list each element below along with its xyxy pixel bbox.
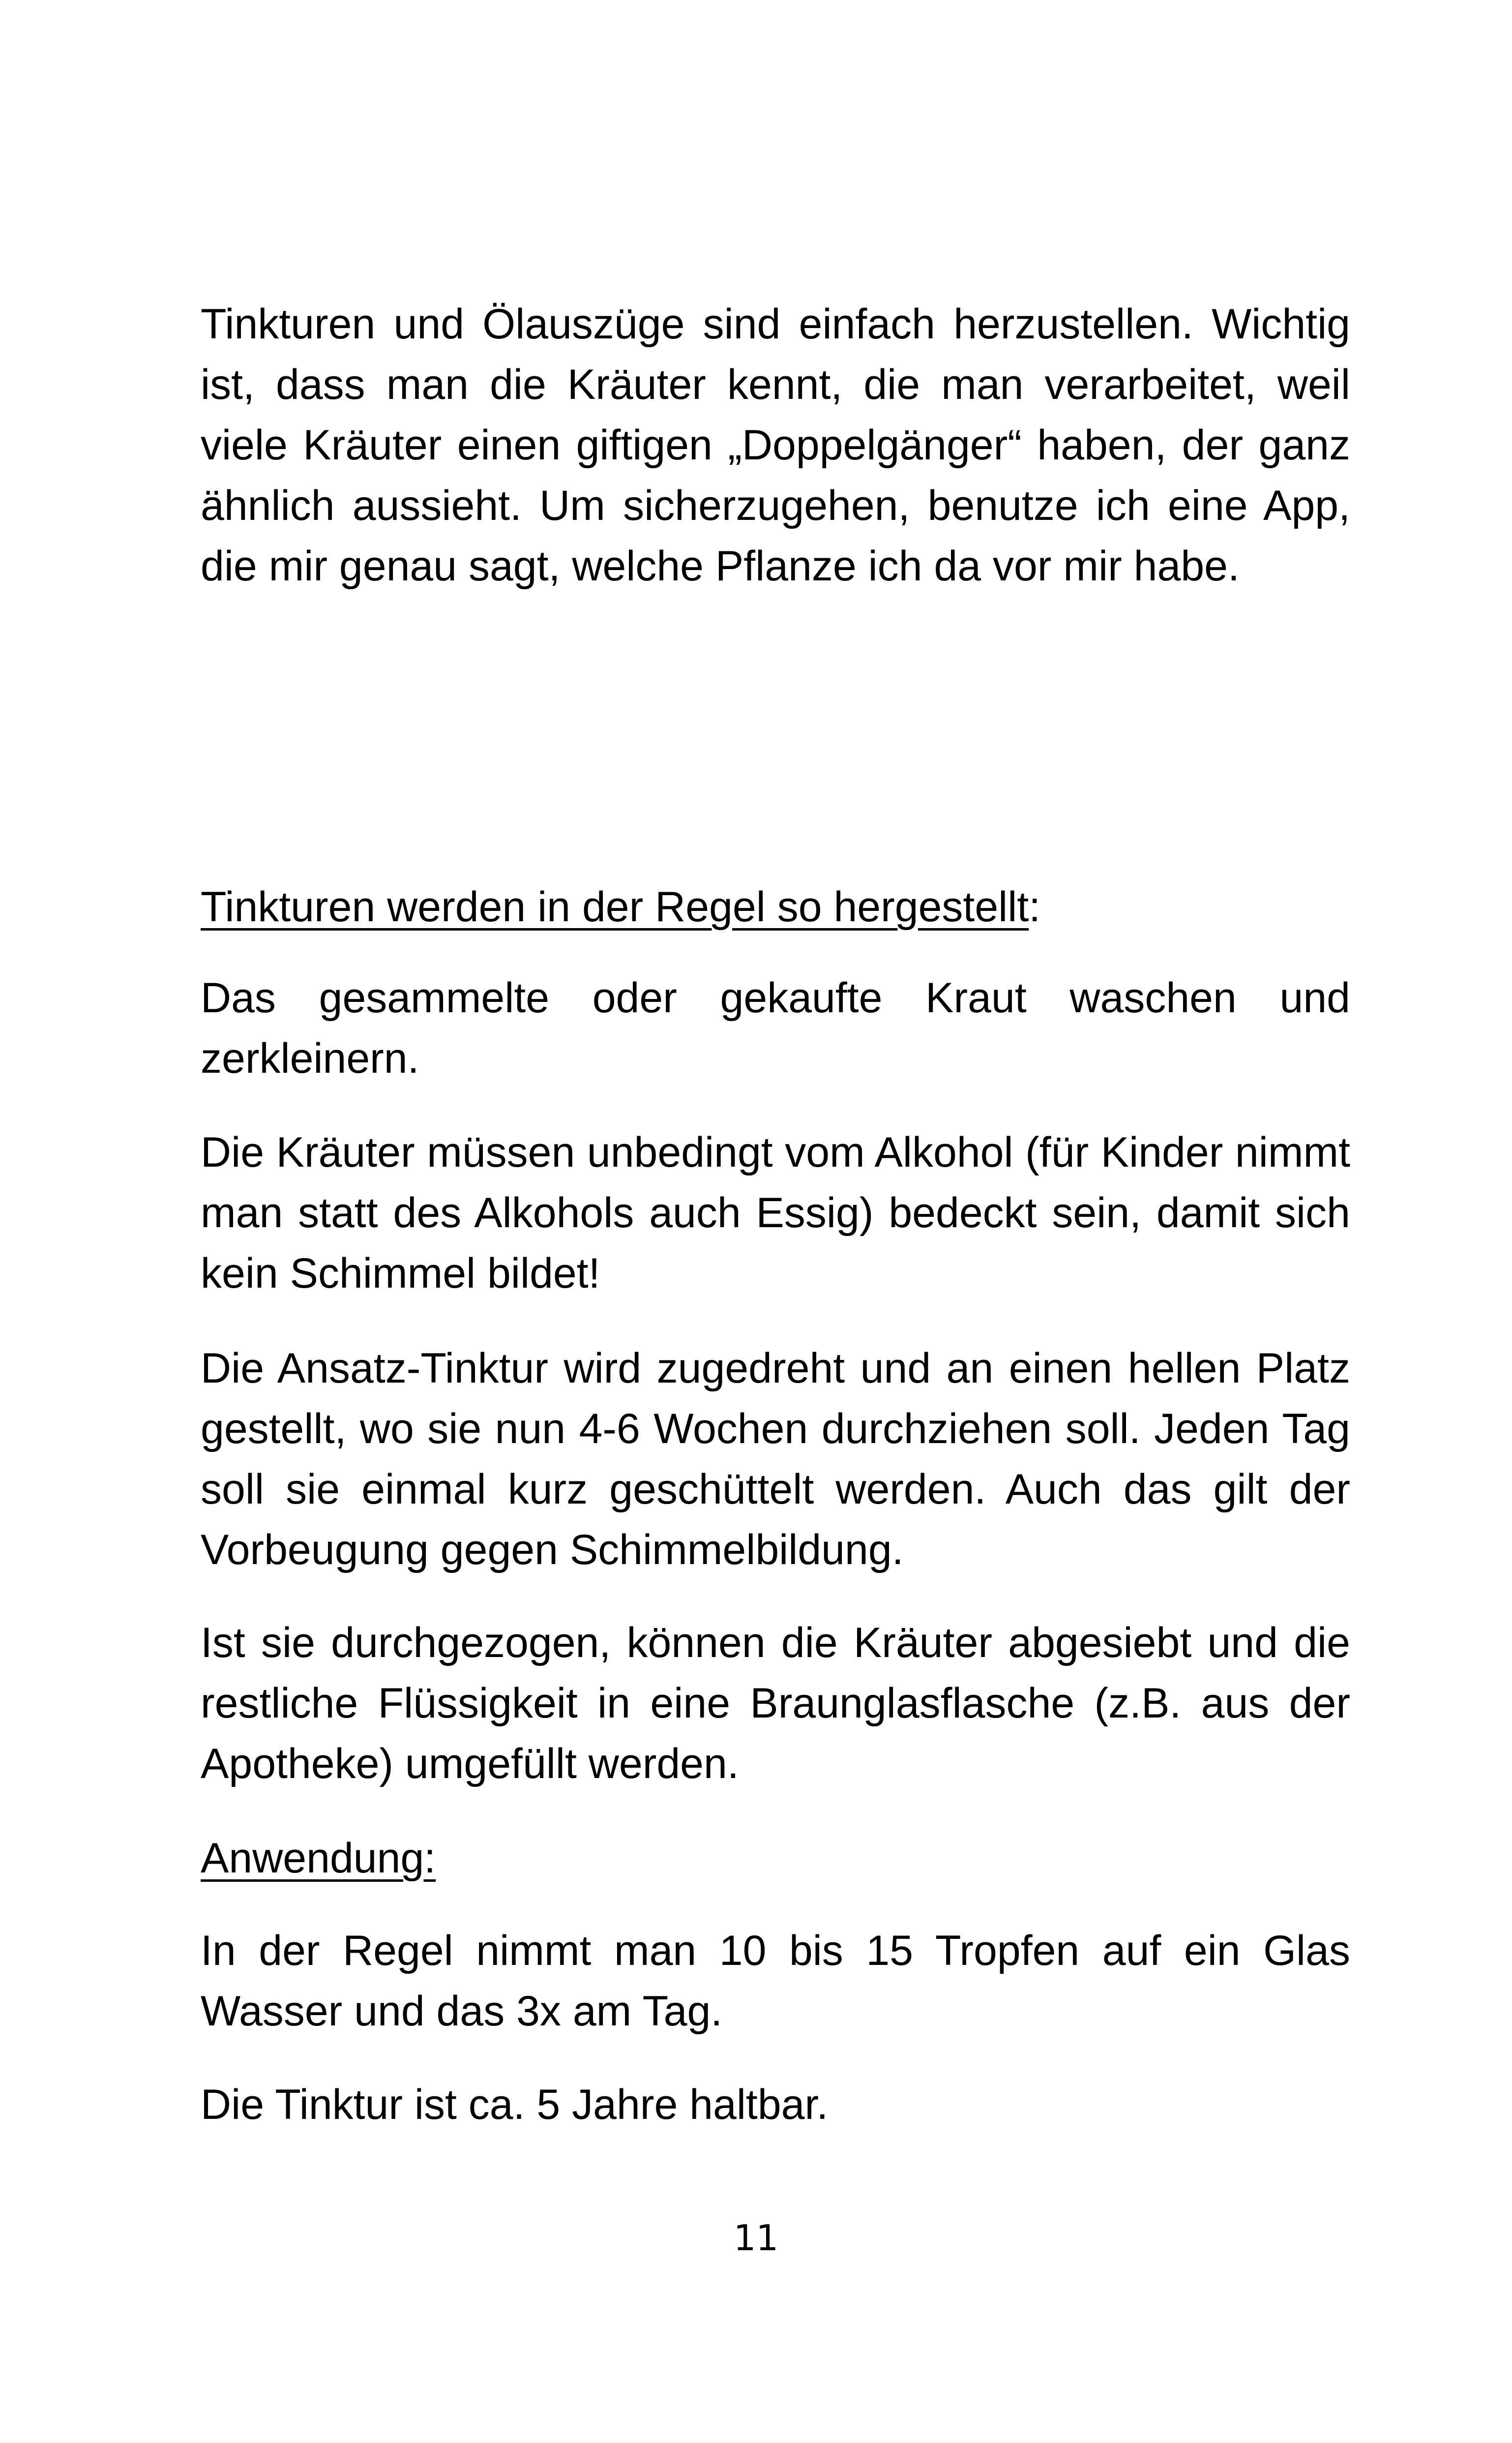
step-paragraph: Die Ansatz-Tinktur wird zugedreht und an einen hellen Platz gestellt, wo sie nun 4-6 Wochen durchziehen soll. Jeden Tag soll sie einmal kurz geschüttelt werden. Auch das gilt der Vorbeugung gegen Schimmelbildung.	[201, 1345, 1350, 1573]
intro-paragraph: Tinkturen und Ölauszüge sind einfach herzustellen. Wichtig ist, dass man die Kräuter kennt, die man verarbeitet, weil viele Kräuter einen giftigen „Doppelgänger“ haben, der ganz ähnlich aussieht. Um sicherzugehen, benutze ich eine App, die mir genau sagt, welche Pflanze ich da vor mir habe.	[201, 301, 1350, 590]
section-heading	[201, 877, 1350, 937]
step-paragraph: Ist sie durchgezogen, können die Kräuter abgesiebt und die restliche Flüssigkeit in eine Braunglasflasche (z.B. aus der Apotheke) umgefüllt werden.	[201, 1619, 1350, 1787]
dosage-paragraph: In der Regel nimmt man 10 bis 15 Tropfen auf ein Glas Wasser und das 3x am Tag.	[201, 1927, 1350, 2035]
step-paragraph: Das gesammelte oder gekaufte Kraut waschen und zerkleinern.	[201, 974, 1350, 1082]
section-heading-colon: :	[1029, 883, 1041, 931]
application-heading	[201, 1828, 1350, 1889]
step-paragraph: Die Kräuter müssen unbedingt vom Alkohol (für Kinder nimmt man statt des Alkohols auch Essig) bedeckt sein, damit sich kein Schimmel bildet!	[201, 1129, 1350, 1297]
section-heading-text: Tinkturen werden in der Regel so hergestellt	[201, 883, 1029, 931]
application-heading-text: Anwendung:	[201, 1835, 436, 1882]
page-number: 11	[733, 2217, 779, 2259]
shelf-life-paragraph: Die Tinktur ist ca. 5 Jahre haltbar.	[201, 2081, 829, 2128]
